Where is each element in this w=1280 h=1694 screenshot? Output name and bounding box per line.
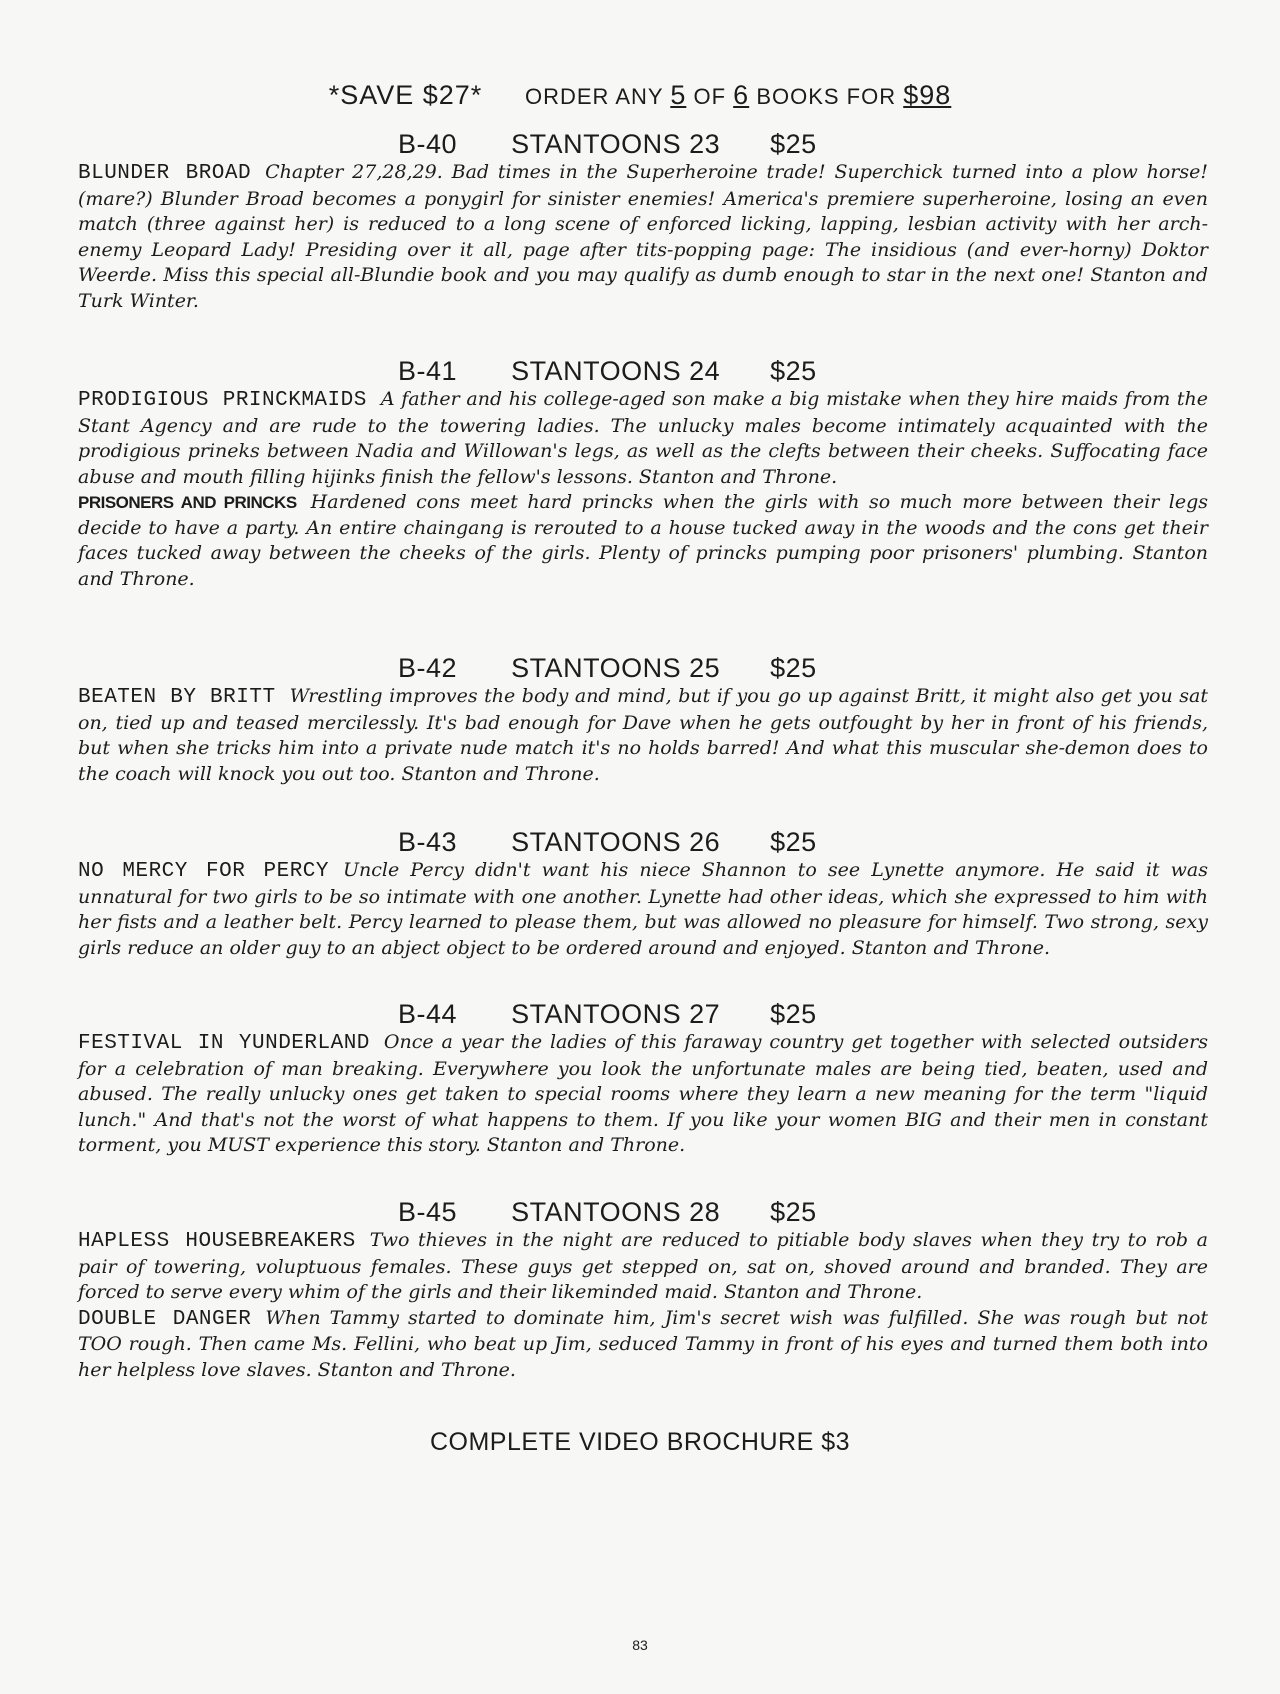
story <box>78 1306 1208 1384</box>
book-series: STANTOONS 25 <box>511 653 721 683</box>
entry-description <box>78 387 1208 592</box>
entry-description <box>78 1030 1208 1159</box>
book-price: $25 <box>770 827 817 857</box>
catalog-entry-b44 <box>78 998 1208 1159</box>
offer-of: OF <box>693 84 727 109</box>
entry-description <box>78 684 1208 787</box>
offer-banner <box>0 80 1280 111</box>
book-price: $25 <box>770 129 817 159</box>
page-number: 83 <box>632 1637 648 1653</box>
entry-heading <box>78 826 1208 858</box>
entry-description <box>78 858 1208 961</box>
book-series: STANTOONS 23 <box>511 129 721 159</box>
book-code: B-42 <box>398 653 458 683</box>
book-code: B-40 <box>398 129 458 159</box>
offer-count: 5 <box>670 80 687 110</box>
story-text: Hardened cons meet hard princks when the girls with so much more between their legs decide to have a party. An entire chaingang is rerouted to a house tucked away in the woods and the cons get their faces tucked away between the cheeks of the girls. Plenty of princks pumping poor prisoners' plumbing. Stanton and Throne. <box>78 491 1208 590</box>
book-series: STANTOONS 27 <box>511 999 721 1029</box>
catalog-entry-b40 <box>78 128 1208 314</box>
video-brochure-offer: COMPLETE VIDEO BROCHURE $3 <box>429 1428 851 1456</box>
story-title: HAPLESS HOUSEBREAKERS <box>78 1230 356 1253</box>
story-title: BLUNDER BROAD <box>78 162 252 185</box>
catalog-entry-b45 <box>78 1196 1208 1383</box>
story <box>78 160 1208 314</box>
book-series: STANTOONS 24 <box>511 356 721 386</box>
book-series: STANTOONS 28 <box>511 1197 721 1227</box>
offer-price: $98 <box>903 80 952 110</box>
save-label: *SAVE $27* <box>328 80 483 110</box>
entry-heading <box>78 1196 1208 1228</box>
story-title: PRISONERS AND PRINCKS <box>78 493 297 512</box>
story-title: DOUBLE DANGER <box>78 1307 252 1331</box>
entry-description <box>78 160 1208 314</box>
story <box>78 1228 1208 1306</box>
story <box>78 490 1208 592</box>
story <box>78 858 1208 961</box>
story-text: Chapter 27,28,29. Bad times in the Superheroine trade! Superchick turned into a plow horse! (mare?) Blunder Broad becomes a ponygirl for sinister enemies! America's premiere superheroine, losing an even match (three against her) is reduced to a long scene of enforced licking, lapping, lesbian activity with her arch-enemy Leopard Lady! Presiding over it all, page after tits-popping page: The insidious (and ever-horny) Doktor Weerde. Miss this special all-Blundie book and you may qualify as dumb enough to star in the next one! Stanton and Turk Winter. <box>78 161 1208 312</box>
entry-heading <box>78 998 1208 1030</box>
catalog-entry-b41 <box>78 355 1208 592</box>
book-price: $25 <box>770 653 817 683</box>
story-text: When Tammy started to dominate him, Jim's secret wish was fulfilled. She was rough but not TOO rough. Then came Ms. Fellini, who beat up Jim, seduced Tammy in front of his eyes and turned them both into her helpless love slaves. Stanton and Throne. <box>78 1306 1208 1381</box>
story-text: Uncle Percy didn't want his niece Shannon to see Lynette anymore. He said it was unnatural for two girls to be so intimate with one another. Lynette had other ideas, which she expressed to him with her fists and a leather belt. Percy learned to please them, but was allowed no pleasure for himself. Two strong, sexy girls reduce an older guy to an abject object to be ordered around and enjoyed. Stanton and Throne. <box>78 859 1208 959</box>
catalog-entry-b43 <box>78 826 1208 961</box>
offer-prefix: ORDER ANY <box>525 84 664 109</box>
entry-heading <box>78 652 1208 684</box>
book-series: STANTOONS 26 <box>511 827 721 857</box>
story-text: Two thieves in the night are reduced to pitiable body slaves when they try to rob a pair of towering, voluptuous females. These guys get stepped on, sat on, shoved around and branded. They are forced to serve every whim of the girls and their likeminded maid. Stanton and Throne. <box>78 1229 1208 1303</box>
story-title: FESTIVAL IN YUNDERLAND <box>78 1032 370 1055</box>
entry-heading <box>78 128 1208 160</box>
story <box>78 387 1208 490</box>
book-price: $25 <box>770 1197 817 1227</box>
story-text: Once a year the ladies of this faraway country get together with selected outsiders for a celebration of man breaking. Everywhere you look the unfortunate males are being tied, beaten, used and abused. The really unlucky ones get taken to special rooms where they learn a new meaning for the term "liquid lunch." And that's not the worst of what happens to them. If you like your women BIG and their men in constant torment, you MUST experience this story. Stanton and Throne. <box>78 1031 1209 1156</box>
book-code: B-43 <box>398 827 458 857</box>
book-code: B-41 <box>398 356 458 386</box>
book-code: B-44 <box>398 999 458 1029</box>
story-title: NO MERCY FOR PERCY <box>78 860 329 883</box>
offer-books-for: BOOKS FOR <box>756 84 897 109</box>
story-title: PRODIGIOUS PRINCKMAIDS <box>78 389 367 412</box>
catalog-entry-b42 <box>78 652 1208 787</box>
story <box>78 1030 1208 1159</box>
book-price: $25 <box>770 356 817 386</box>
book-code: B-45 <box>398 1197 458 1227</box>
entry-heading <box>78 355 1208 387</box>
story-text: Wrestling improves the body and mind, but if you go up against Britt, it might also get you sat on, tied up and teased mercilessly. It's bad enough for Dave when he gets outfought by her in front of his friends, but when she tricks him into a private nude match it's no holds barred! And what this muscular she-demon does to the coach will knock you out too. Stanton and Throne. <box>78 685 1209 785</box>
offer-total: 6 <box>733 80 750 110</box>
story-title: BEATEN BY BRITT <box>78 686 276 709</box>
book-price: $25 <box>770 999 817 1029</box>
story-text: A father and his college-aged son make a big mistake when they hire maids from the Stant Agency and are rude to the towering ladies. The unlucky males become intimately acquainted with the prodigious prineks between Nadia and Willowan's legs, as well as the clefts between their cheeks. Suffocating face abuse and mouth filling hijinks finish the fellow's lessons. Stanton and Throne. <box>78 388 1208 488</box>
story <box>78 684 1208 787</box>
entry-description <box>78 1228 1208 1383</box>
